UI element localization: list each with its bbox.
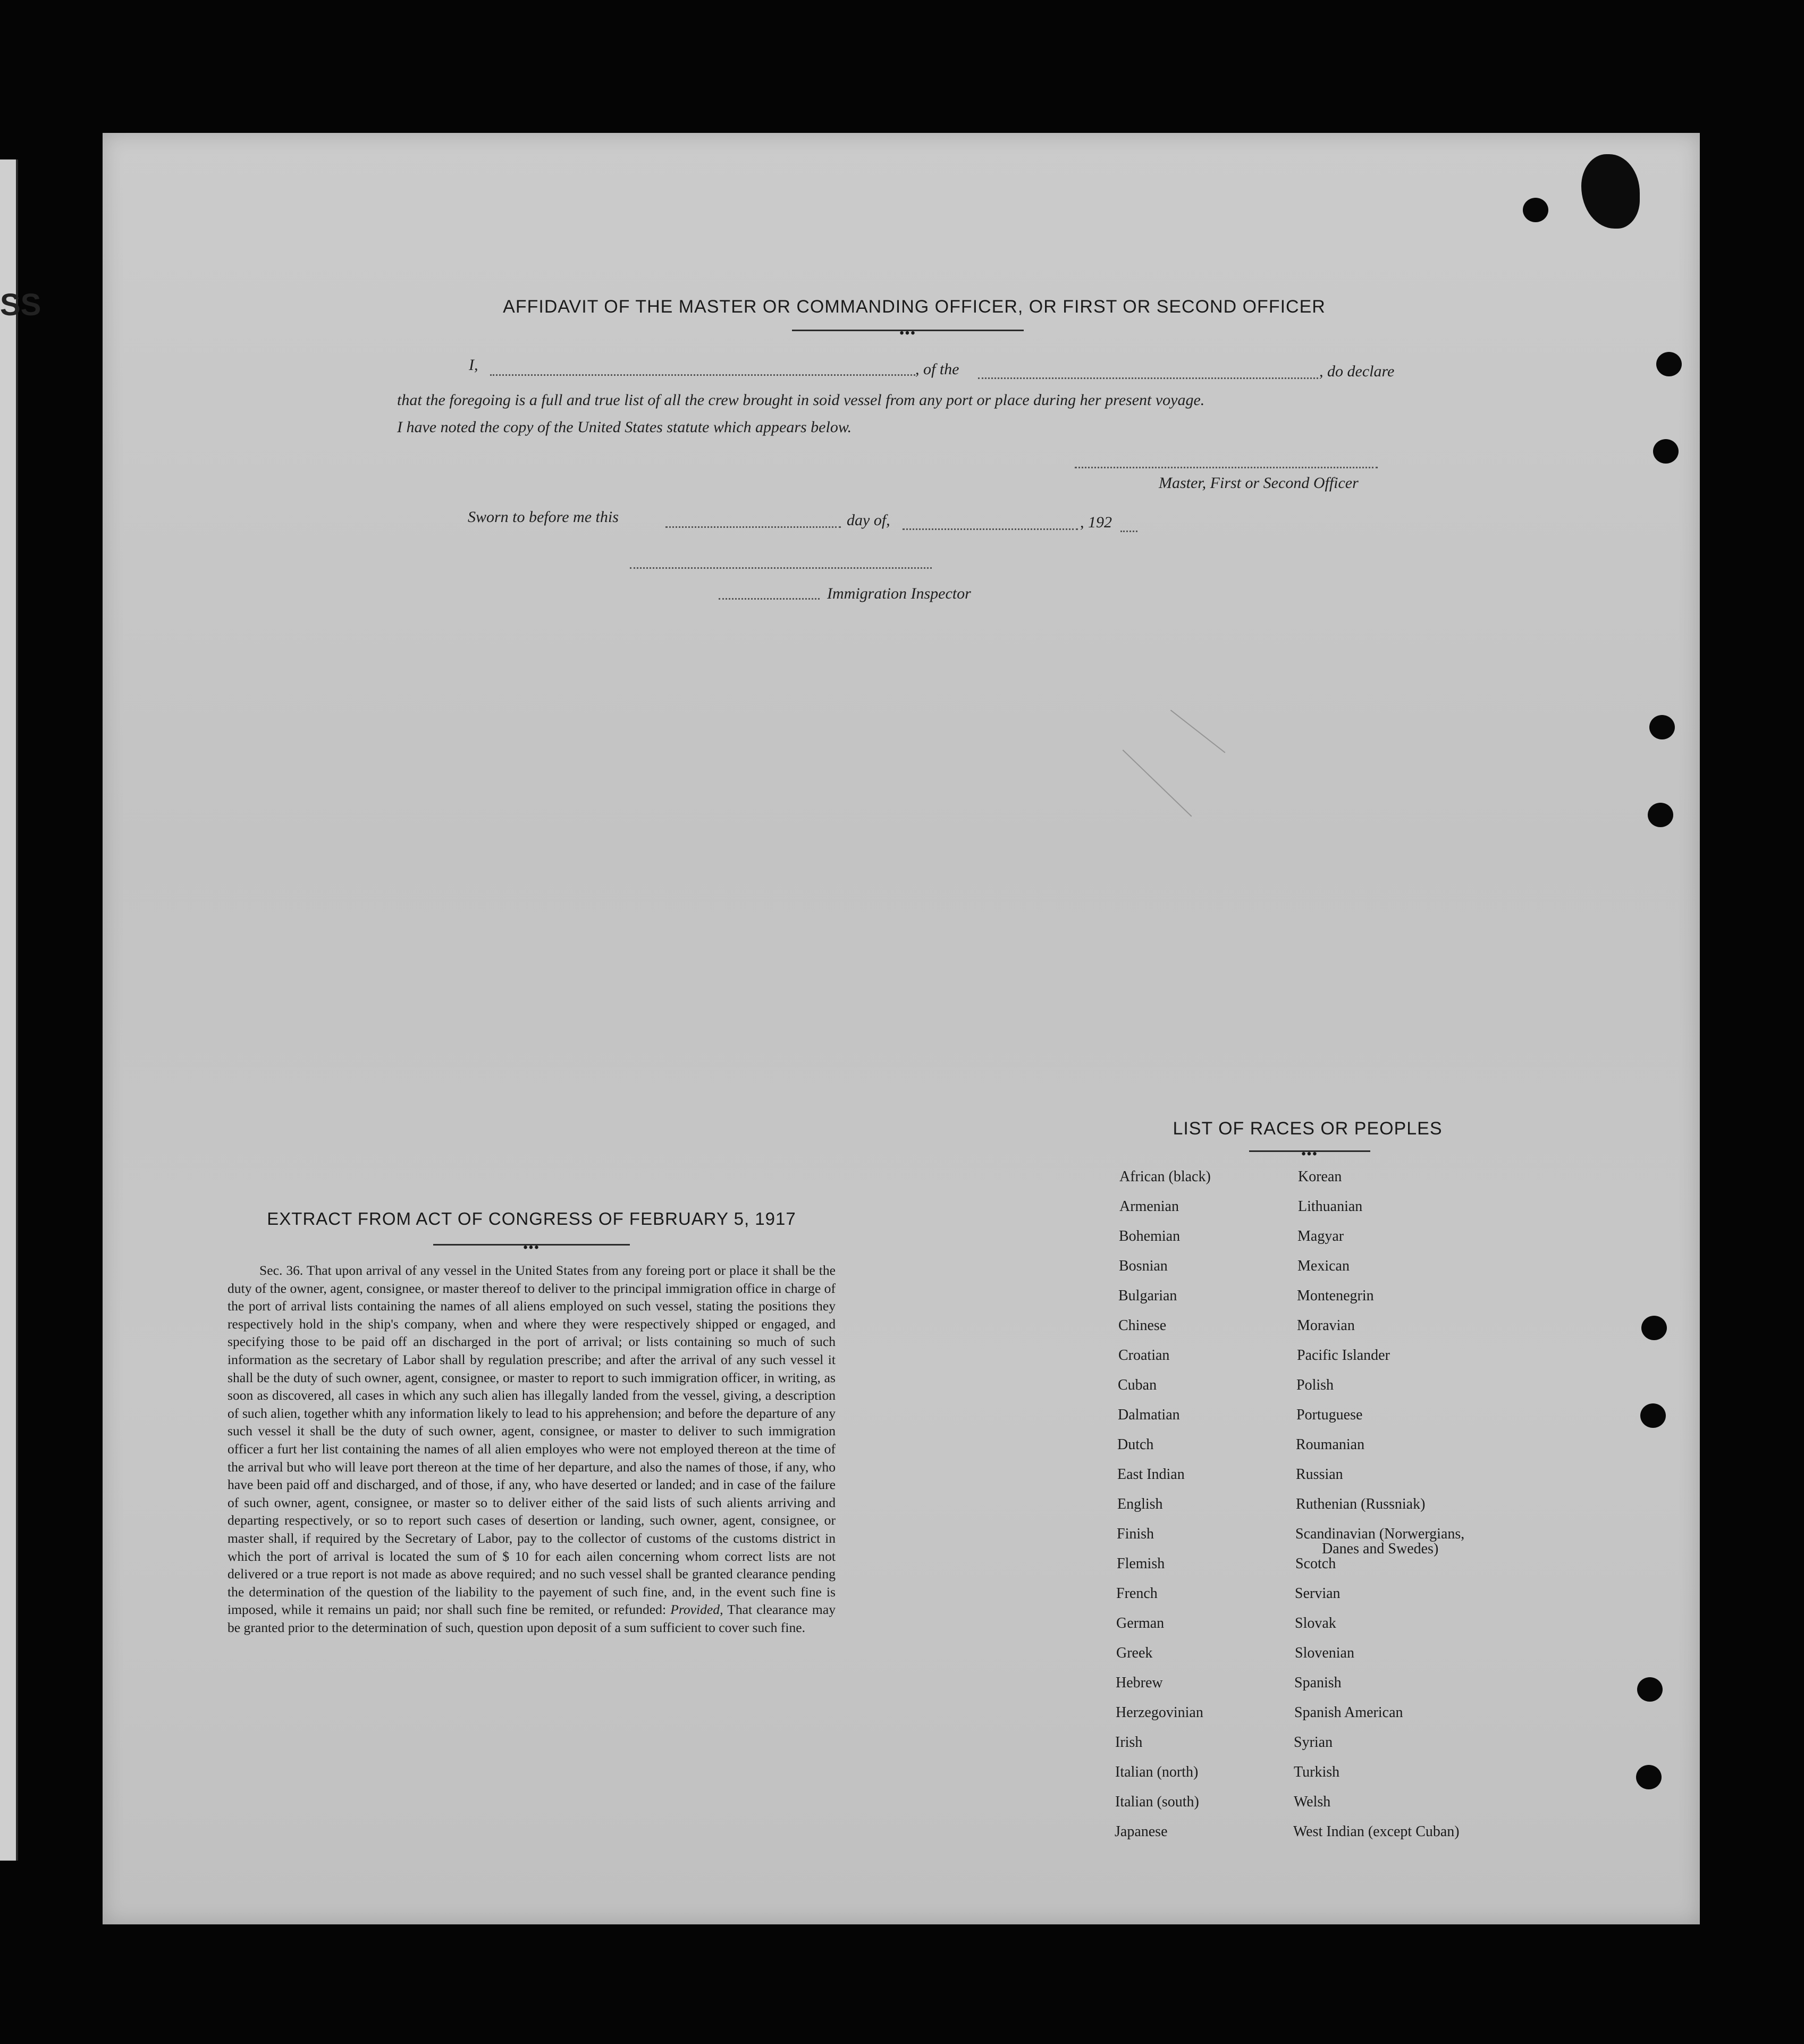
extract-title-rule [433,1240,630,1255]
master-name-field[interactable] [490,374,915,376]
race-item: Spanish American [1294,1704,1403,1721]
sworn-day-field[interactable] [665,526,841,528]
race-item: Danes and Swedes) [1322,1541,1439,1557]
race-item: Lithuanian [1298,1198,1363,1215]
race-item: Scandinavian (Norwergians, [1295,1526,1465,1542]
punch-hole [1641,1316,1667,1340]
race-item: Dutch [1117,1436,1154,1453]
race-item: Italian (north) [1115,1764,1199,1780]
punch-hole [1637,1677,1663,1702]
race-item: Finish [1117,1526,1154,1542]
statute-body-2: That clearance may be granted prior to the determination of such, question upon deposit of a sum sufficient to cover such fine. [227,1602,836,1635]
race-item: Chinese [1118,1317,1167,1334]
provided-label: Provided, [670,1602,723,1618]
ornament: ••• [1301,1147,1318,1161]
races-title-rule [1249,1147,1370,1161]
race-item: Scotch [1295,1555,1336,1572]
race-item: German [1116,1615,1165,1631]
race-item: Herzegovinian [1116,1704,1203,1721]
punch-hole [1523,198,1548,222]
race-item: Moravian [1297,1317,1355,1334]
sworn-label: Sworn to before me this [468,508,619,526]
race-item: Greek [1116,1645,1153,1661]
race-item: French [1116,1585,1158,1602]
race-item: Polish [1296,1377,1334,1393]
race-item: East Indian [1117,1466,1185,1483]
race-item: Croatian [1118,1347,1170,1364]
race-item: Bohemian [1119,1228,1181,1244]
race-item: Irish [1115,1734,1143,1751]
punch-hole [1636,1765,1662,1789]
race-item: Hebrew [1116,1675,1163,1691]
inspector-label: Immigration Inspector [827,585,971,602]
race-item: Roumanian [1296,1436,1365,1453]
race-item: Bulgarian [1118,1288,1177,1304]
race-item: Slovak [1295,1615,1336,1631]
race-item: Russian [1296,1466,1343,1483]
affidavit-i-label: I, [469,356,478,374]
race-item: Mexican [1297,1258,1350,1274]
vessel-name-field[interactable] [978,377,1318,379]
extract-title: EXTRACT FROM ACT OF CONGRESS OF FEBRUARY 5, 1917 [267,1209,796,1229]
ornament: ••• [523,1240,540,1255]
scratch-mark [1123,750,1192,817]
race-item: Dalmatian [1118,1407,1180,1423]
statute-body-1: That upon arrival of any vessel in the United States from any foreing port or place it shall be the duty of the owner, agent, consignee, or master thereof to deliver to the principal immigration office in charge of the port of arrival lists containing the names of all aliens employed on such vessel, stating the positions they respectively hold in the ship's company, when and where they were respectively shipped or engaged, and specifying those to be paid off an discharged in the port of arrival; or lists containing so much of such information as the secretary of Labor shall by regulation prescribe; and after the arrival of any such vessel it shall be the duty of such owner, agent, consignee, or master to report to such immigration officer, in writing, as soon as discovered, all cases in which any such alien has illegally landed from the vessel, giving, a description of such alien, together whith any information likely to lead to his apprehension; and before the departure of any such vessel it shall be the duty of such owner, agent, consignee, or master to deliver to such immigration officer a furt her list containing the names of all alien employes who were not employed thereon at the time of the arrival but who will leave port thereon at the time of her departure, and also the names of those, if any, who have been paid off and discharged, and of those, if any, who have deserted or landed; and in case of the failure of such owner, agent, consignee, or master so to deliver either of the said lists of such alients arriving and departing respectively, or so to report such cases of desertion or landing, such owner, agent, consignee, or master shall, if required by the Secretary of Labor, pay to the collector of customs of the customs district in which the port of arrival is located the sum of $ 10 for each ailen concerning whom correct lists are not delivered or a true report is not made as above required; and no such vessel shall be granted clearance pending the determination of the question of the liability to the payement of such fine, and, in the event such fine is imposed, while it remains un paid; nor shall such fine be remited, or refunded: [227,1263,836,1618]
adjacent-page-label: SS [0,288,41,322]
punch-hole [1656,352,1682,376]
day-of-label: day of, [847,511,890,529]
race-item: Pacific Islander [1297,1347,1390,1364]
affidavit-statute-note: I have noted the copy of the United States statute which appears below. [397,418,852,436]
year-prefix-label: , 192 [1080,514,1112,531]
race-item: Cuban [1118,1377,1157,1393]
race-item: Servian [1295,1585,1341,1602]
race-item: Slovenian [1295,1645,1354,1661]
race-item: English [1117,1496,1163,1512]
race-item: Montenegrin [1297,1288,1374,1304]
master-signature-field[interactable] [1075,467,1378,468]
statute-text [227,1261,836,1636]
affidavit-of-the-label: , of the [915,360,959,378]
punch-hole [1648,803,1673,827]
master-signature-label: Master, First or Second Officer [1159,474,1359,492]
race-item: Japanese [1115,1823,1168,1840]
race-item: Spanish [1294,1675,1342,1691]
affidavit-statement: that the foregoing is a full and true list of all the crew brought in soid vessel from any port or place during her present voyage. [397,391,1205,409]
inspector-signature-short-line[interactable] [719,598,820,600]
race-item: African (black) [1119,1168,1211,1185]
race-item: Turkish [1294,1764,1340,1780]
punch-hole [1649,715,1675,739]
race-item: Korean [1298,1168,1342,1185]
race-item: West Indian (except Cuban) [1293,1823,1460,1840]
affidavit-title-rule [792,326,1024,340]
races-title: LIST OF RACES OR PEOPLES [1173,1118,1443,1139]
affidavit-title: AFFIDAVIT OF THE MASTER OR COMMANDING OFFICER, OR FIRST OR SECOND OFFICER [503,297,1326,317]
ornament: ••• [899,326,916,340]
race-item: Syrian [1294,1734,1333,1751]
scratch-mark [1170,710,1226,753]
race-item: Ruthenian (Russniak) [1296,1496,1426,1512]
race-item: Portuguese [1296,1407,1363,1423]
race-item: Italian (south) [1115,1794,1199,1810]
punch-hole [1653,439,1679,464]
sworn-month-field[interactable] [903,528,1078,530]
race-item: Magyar [1297,1228,1344,1244]
section-label: Sec. 36. [259,1263,304,1278]
race-item: Welsh [1294,1794,1331,1810]
race-item: Armenian [1119,1198,1179,1215]
inspector-signature-field[interactable] [630,567,932,569]
affidavit-declare-label: , do declare [1319,363,1395,380]
punch-hole [1640,1403,1666,1428]
race-item: Bosnian [1119,1258,1168,1274]
sworn-year-field[interactable] [1120,531,1137,532]
race-item: Flemish [1117,1555,1165,1572]
